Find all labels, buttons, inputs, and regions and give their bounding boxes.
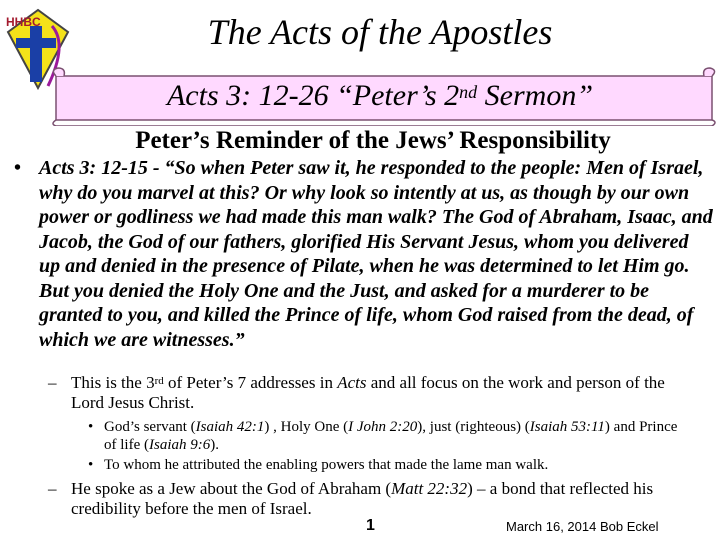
point2-b: ) – a bond that reflected his credibility before the men of Israel. — [71, 479, 654, 518]
dash-icon: – — [48, 373, 57, 392]
ref-isaiah-9-6: Isaiah 9:6 — [148, 437, 211, 453]
point-third-address — [48, 373, 688, 413]
point1-acts: Acts — [337, 373, 367, 392]
bullet-icon: • — [88, 457, 94, 473]
point1-a: This is the 3 — [71, 373, 155, 392]
point1-sup: rd — [154, 375, 164, 387]
point-spoke-as-jew — [48, 479, 688, 519]
ref-isaiah-53-11: Isaiah 53:11 — [529, 419, 605, 435]
point1-d: and all focus on the work and person of the Lord Jesus Christ. — [71, 373, 665, 412]
slide-title: The Acts of the Apostles — [207, 12, 553, 52]
point2-a: He spoke as a Jew about the God of Abraham ( — [71, 479, 392, 498]
point1-b: of Peter’s 7 addresses in — [163, 373, 338, 392]
main-bullet — [14, 156, 714, 352]
logo-letters: HHBC — [6, 15, 41, 29]
dash-icon: – — [48, 479, 57, 498]
scroll-heading — [60, 74, 700, 118]
ref-matt-22-32: Matt 22:32 — [391, 479, 468, 498]
ref-isaiah-42-1: Isaiah 42:1 — [195, 419, 265, 435]
scroll-text-b: Sermon” — [477, 79, 594, 112]
sub-a-t1: God’s servant ( — [104, 419, 196, 435]
page-number: 1 — [366, 517, 375, 534]
sub-a-t3: ), just (righteous) ( — [417, 419, 530, 435]
subtitle: Peter’s Reminder of the Jews’ Responsibility — [135, 127, 611, 154]
footer-date-author: March 16, 2014 Bob Eckel — [506, 519, 659, 534]
scroll-sup: nd — [459, 82, 478, 102]
sub-a-t2: ) , Holy One ( — [264, 419, 349, 435]
ref-1-john-2-20: I John 2:20 — [348, 419, 418, 435]
sub-b-text: To whom he attributed the enabling powers that made the lame man walk. — [104, 457, 549, 473]
sub-a-t5: ). — [210, 437, 219, 453]
sub-a-t4: ) and Prince of life ( — [104, 419, 678, 453]
scripture-quote: Acts 3: 12-15 - “So when Peter saw it, he responded to the people: Men of Israel, why do you marvel at this? Or why look so intently at us, as though by our own power or godliness we had made this man walk? The God of Abraham, Isaac, and Jacob, the God of our fathers, glorified His Servant Jesus, whom you delivered up and denied in the presence of Pilate, when he was determined to let Him go. But you denied the Holy One and the Just, and asked for a murderer to be granted to you, and killed the Prince of life, whom God raised from the dead, of which we are witnesses.” — [39, 157, 713, 351]
bullet-icon: • — [14, 157, 22, 179]
bullet-icon: • — [88, 419, 94, 435]
point-titles — [88, 418, 688, 454]
point-enabling-powers — [88, 456, 688, 474]
scroll-text-a: Acts 3: 12-26 “Peter’s 2 — [166, 79, 460, 112]
